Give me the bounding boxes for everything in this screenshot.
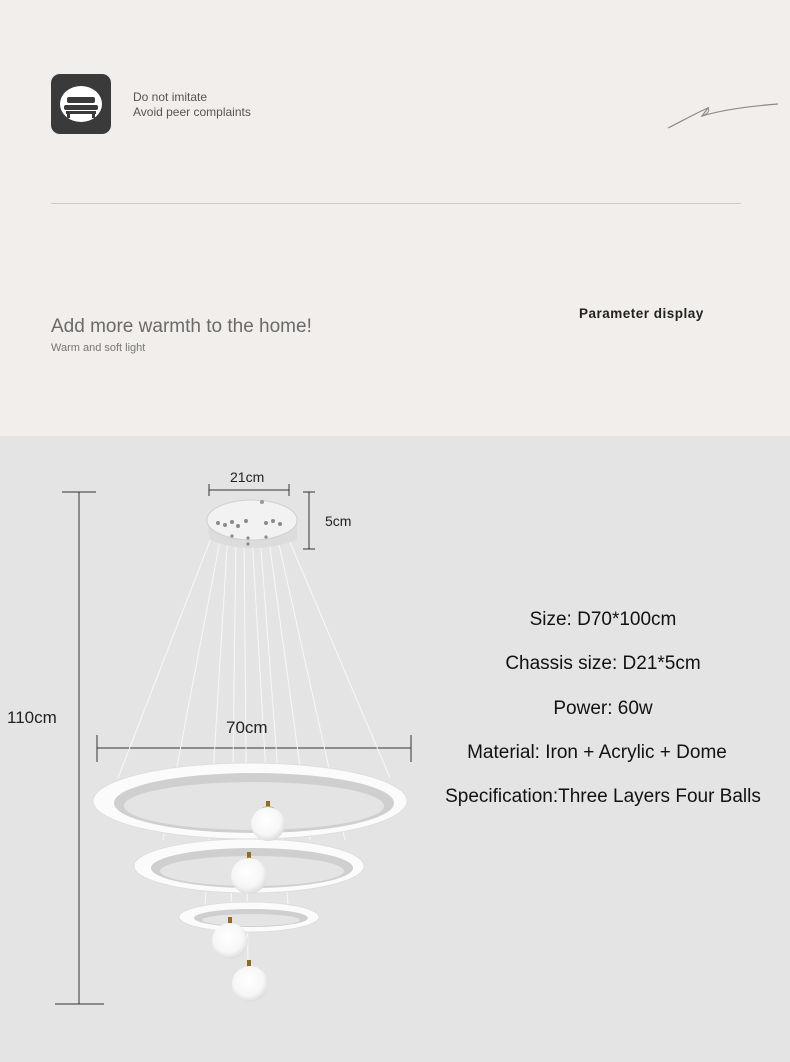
ceiling-chassis xyxy=(207,500,297,548)
globe-light-4 xyxy=(232,960,268,1002)
chassis-height-label: 5cm xyxy=(325,513,352,529)
ring-width-label: 70cm xyxy=(226,718,268,737)
spec-size: Size: D70*100cm xyxy=(529,609,677,630)
headline: Add more warmth to the home! xyxy=(51,316,312,337)
chassis-width-label: 21cm xyxy=(230,469,265,485)
ring-width-dimension-line xyxy=(97,735,411,762)
large-ring xyxy=(93,763,407,839)
subline: Warm and soft light xyxy=(51,342,146,354)
spec-power: Power: 60w xyxy=(553,698,653,719)
spec-specification: Specification:Three Layers Four Balls xyxy=(445,786,761,807)
spec-material: Material: Iron + Acrylic + Dome xyxy=(467,742,727,763)
parameter-title: Parameter display xyxy=(579,306,704,321)
notice-line-1: Do not imitate xyxy=(133,90,208,104)
total-height-label: 110cm xyxy=(7,708,57,727)
notice-line-2: Avoid peer complaints xyxy=(133,105,251,119)
spec-chassis-size: Chassis size: D21*5cm xyxy=(505,653,701,674)
chassis-width-dimension-line xyxy=(209,484,289,496)
small-ring xyxy=(179,902,319,932)
chassis-height-dimension-line xyxy=(303,492,315,549)
